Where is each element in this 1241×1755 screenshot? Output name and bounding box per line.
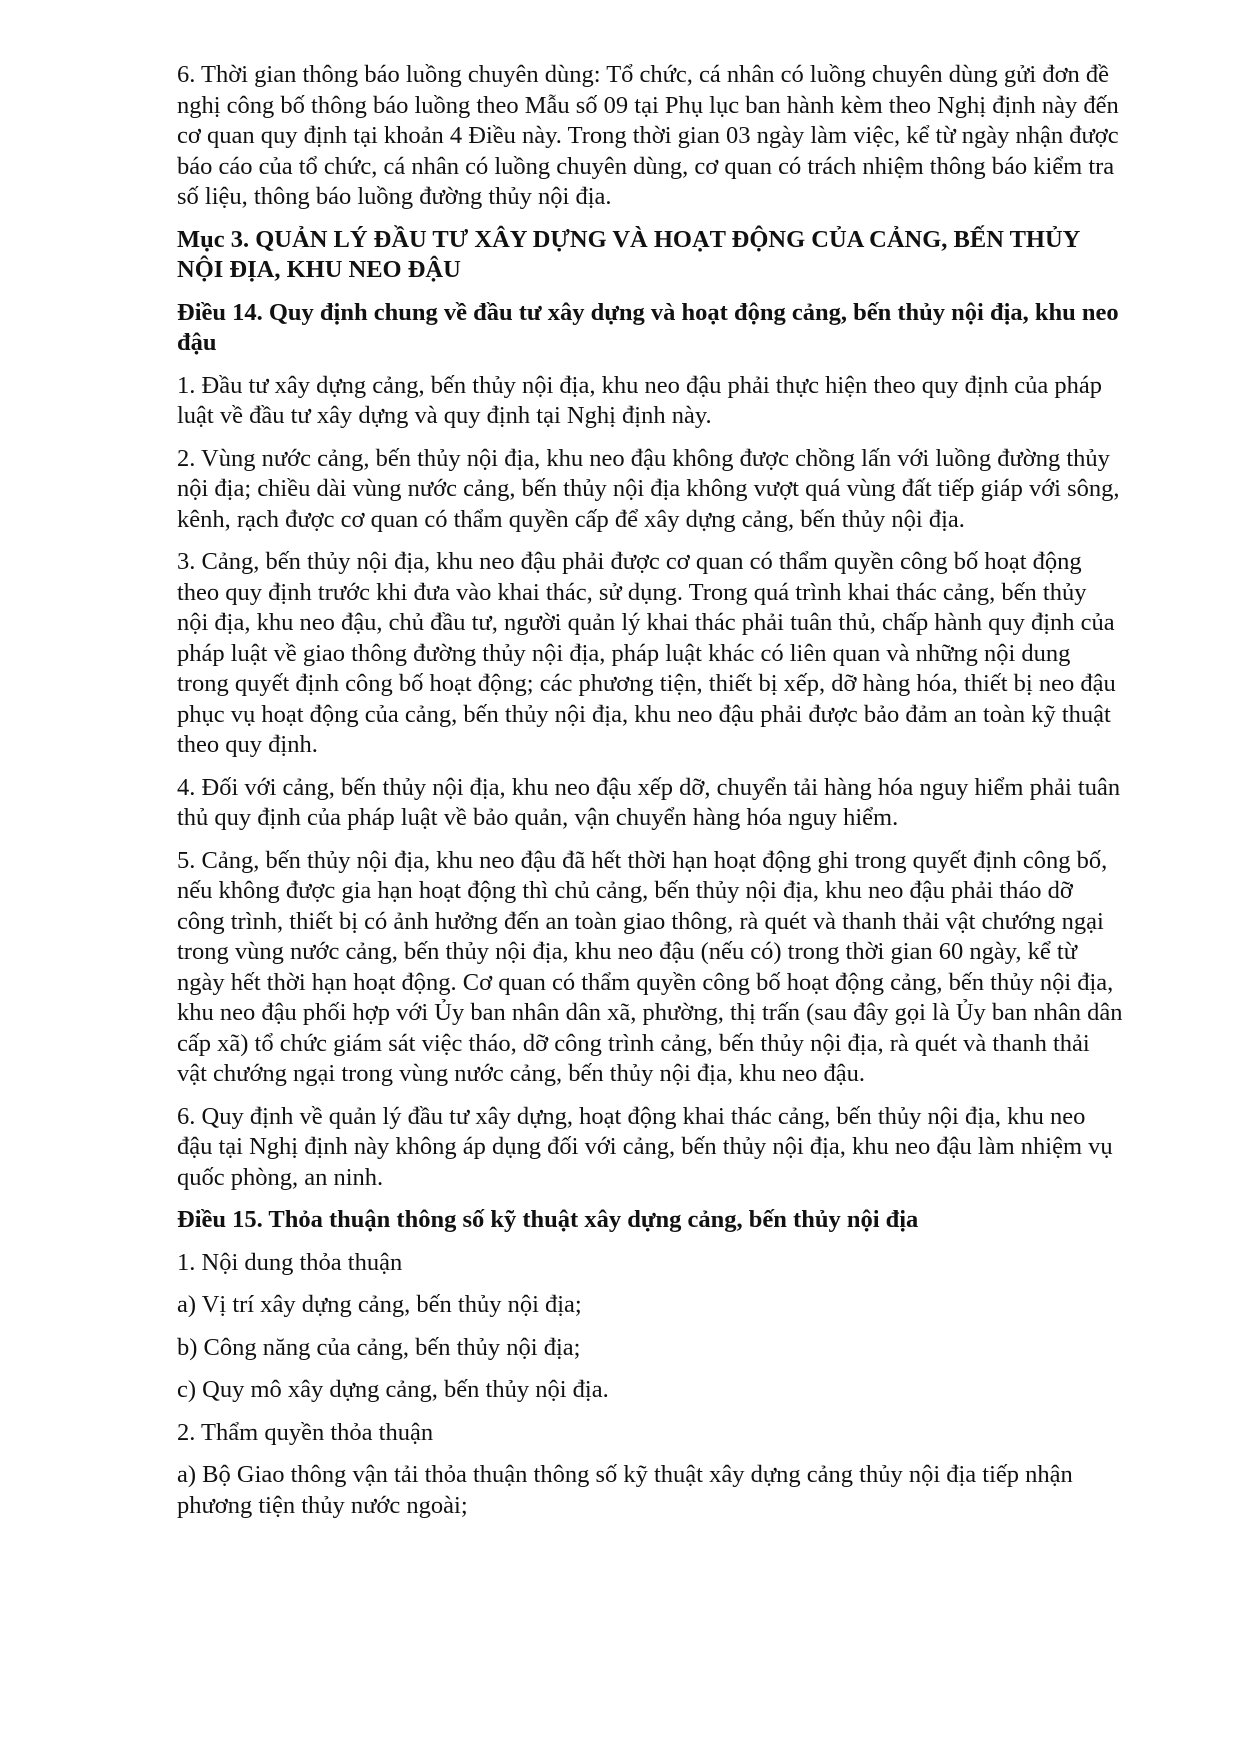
- article-15-clause-2-item-a: a) Bộ Giao thông vận tải thỏa thuận thông số kỹ thuật xây dựng cảng thủy nội địa tiếp nhận phương tiện thủy nước ngoài;: [177, 1461, 1073, 1519]
- article-14-heading: Điều 14. Quy định chung về đầu tư xây dựng và hoạt động cảng, bến thủy nội địa, khu neo đậu: [177, 298, 1119, 356]
- article-15-clause-1-item-b: b) Công năng của cảng, bến thủy nội địa;: [177, 1333, 581, 1361]
- article-15-clause-2: 2. Thẩm quyền thỏa thuận: [177, 1418, 434, 1446]
- article-14-clause-4: 4. Đối với cảng, bến thủy nội địa, khu neo đậu xếp dỡ, chuyển tải hàng hóa nguy hiểm phải tuân thủ quy định của pháp luật về bảo quản, vận chuyển hàng hóa nguy hiểm.: [177, 773, 1121, 831]
- article-15-heading: Điều 15. Thỏa thuận thông số kỹ thuật xây dựng cảng, bến thủy nội địa: [177, 1206, 919, 1233]
- article-14-clause-5: 5. Cảng, bến thủy nội địa, khu neo đậu đã hết thời hạn hoạt động ghi trong quyết định công bố, nếu không được gia hạn hoạt động thì chủ cảng, bến thủy nội địa, khu neo đậu phải tháo dỡ công trình, thiết bị có ảnh hưởng đến an toàn giao thông, rà quét và thanh thải vật chướng ngại trong vùng nước cảng, bến thủy nội địa, khu neo đậu (nếu có) trong thời gian 60 ngày, kể từ ngày hết thời hạn hoạt động. Cơ quan có thẩm quyền công bố hoạt động cảng, bến thủy nội địa, khu neo đậu phối hợp với Ủy ban nhân dân xã, phường, thị trấn (sau đây gọi là Ủy ban nhân dân cấp xã) tổ chức giám sát việc tháo, dỡ công trình cảng, bến thủy nội địa, rà quét và thanh thải vật chướng ngại trong vùng nước cảng, bến thủy nội địa, khu neo đậu.: [177, 846, 1123, 1087]
- article-15-clause-1: 1. Nội dung thỏa thuận: [177, 1248, 403, 1276]
- clause-6-special-channel-notice: 6. Thời gian thông báo luồng chuyên dùng: Tổ chức, cá nhân có luồng chuyên dùng gửi đơn đề nghị công bố thông báo luồng theo Mẫu số 09 tại Phụ lục ban hành kèm theo Nghị định này đến cơ quan quy định tại khoản 4 Điều này. Trong thời gian 03 ngày làm việc, kể từ ngày nhận được báo cáo của tổ chức, cá nhân có luồng chuyên dùng, cơ quan có trách nhiệm thông báo kiểm tra số liệu, thông báo luồng đường thủy nội địa.: [177, 61, 1119, 210]
- article-15-clause-1-item-c: c) Quy mô xây dựng cảng, bến thủy nội địa.: [177, 1376, 609, 1403]
- article-14-clause-2: 2. Vùng nước cảng, bến thủy nội địa, khu neo đậu không được chồng lấn với luồng đường thủy nội địa; chiều dài vùng nước cảng, bến thủy nội địa không vượt quá vùng đất tiếp giáp với sông, kênh, rạch được cơ quan có thẩm quyền cấp để xây dựng cảng, bến thủy nội địa.: [177, 444, 1120, 533]
- article-14-clause-1: 1. Đầu tư xây dựng cảng, bến thủy nội địa, khu neo đậu phải thực hiện theo quy định của pháp luật về đầu tư xây dựng và quy định tại Nghị định này.: [177, 371, 1103, 429]
- section-3-heading: Mục 3. QUẢN LÝ ĐẦU TƯ XÂY DỰNG VÀ HOẠT ĐỘNG CỦA CẢNG, BẾN THỦY NỘI ĐỊA, KHU NEO ĐẬU: [177, 225, 1080, 283]
- article-15-clause-1-item-a: a) Vị trí xây dựng cảng, bến thủy nội địa;: [177, 1291, 582, 1318]
- document-page: [177, 60, 1123, 1533]
- article-14-clause-6: 6. Quy định về quản lý đầu tư xây dựng, hoạt động khai thác cảng, bến thủy nội địa, khu neo đậu tại Nghị định này không áp dụng đối với cảng, bến thủy nội địa, khu neo đậu làm nhiệm vụ quốc phòng, an ninh.: [177, 1102, 1113, 1191]
- article-14-clause-3: 3. Cảng, bến thủy nội địa, khu neo đậu phải được cơ quan có thẩm quyền công bố hoạt động theo quy định trước khi đưa vào khai thác, sử dụng. Trong quá trình khai thác cảng, bến thủy nội địa, khu neo đậu, chủ đầu tư, người quản lý khai thác phải tuân thủ, chấp hành quy định của pháp luật về giao thông đường thủy nội địa, pháp luật khác có liên quan và những nội dung trong quyết định công bố hoạt động; các phương tiện, thiết bị xếp, dỡ hàng hóa, thiết bị neo đậu phục vụ hoạt động của cảng, bến thủy nội địa, khu neo đậu phải được bảo đảm an toàn kỹ thuật theo quy định.: [177, 548, 1116, 758]
